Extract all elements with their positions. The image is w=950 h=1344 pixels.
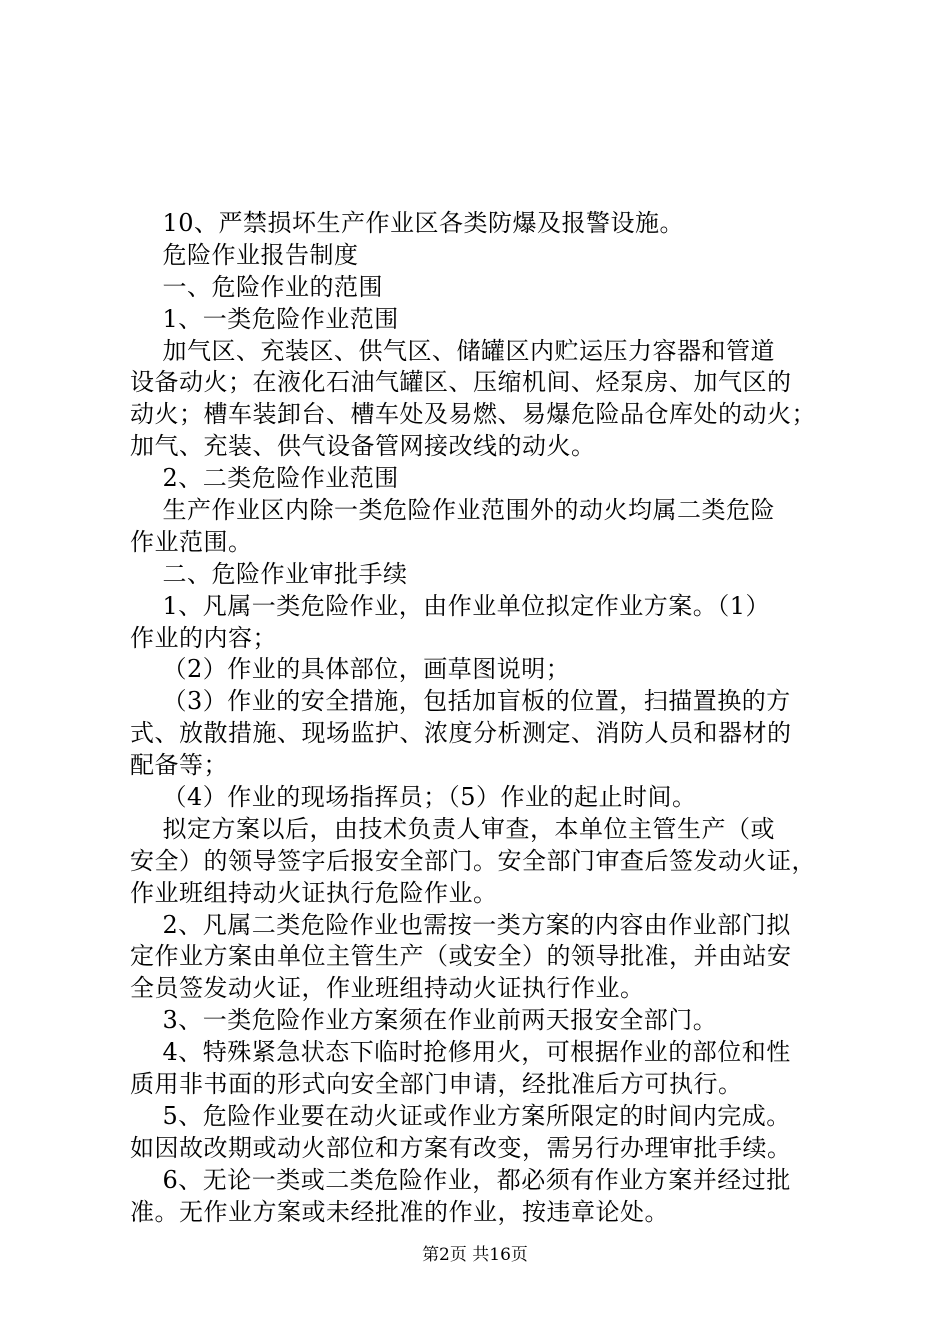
text-line: 动火；槽车装卸台、槽车处及易燃、易爆危险品仓库处的动火； bbox=[130, 400, 816, 429]
text-line: 3、一类危险作业方案须在作业前两天报安全部门。 bbox=[130, 1006, 718, 1035]
text-line: 准。无作业方案或未经批准的作业，按违章论处。 bbox=[130, 1197, 669, 1226]
text-line: 设备动火；在液化石油气罐区、压缩机间、烃泵房、加气区的 bbox=[130, 368, 792, 397]
text-line: 全员签发动火证，作业班组持动火证执行作业。 bbox=[130, 974, 645, 1003]
text-line: （3）作业的安全措施，包括加盲板的位置，扫描置换的方 bbox=[130, 687, 791, 716]
text-line: 2、凡属二类危险作业也需按一类方案的内容由作业部门拟 bbox=[130, 910, 791, 939]
heading: 二、危险作业审批手续 bbox=[130, 559, 408, 588]
subheading: 2、二类危险作业范围 bbox=[130, 464, 399, 493]
text-line: （2）作业的具体部位，画草图说明； bbox=[130, 655, 571, 684]
text-line: 10、严禁损坏生产作业区各类防爆及报警设施。 bbox=[130, 209, 685, 237]
text-line: 拟定方案以后，由技术负责人审查，本单位主管生产（或 bbox=[130, 814, 776, 843]
text-line: 5、危险作业要在动火证或作业方案所限定的时间内完成。 bbox=[130, 1101, 791, 1130]
text-line: 如因故改期或动火部位和方案有改变，需另行办理审批手续。 bbox=[130, 1133, 792, 1162]
text-line: 式、放散措施、现场监护、浓度分析测定、消防人员和器材的 bbox=[130, 719, 792, 748]
text-line: 加气、充装、供气设备管网接改线的动火。 bbox=[130, 432, 596, 461]
text-line: 质用非书面的形式向安全部门申请，经批准后方可执行。 bbox=[130, 1070, 743, 1099]
text-line: 作业班组持动火证执行危险作业。 bbox=[130, 878, 498, 907]
section-title: 危险作业报告制度 bbox=[130, 240, 359, 269]
heading: 一、危险作业的范围 bbox=[130, 272, 384, 301]
text-line: 配备等； bbox=[130, 751, 228, 780]
text-line: 作业的内容； bbox=[130, 623, 277, 652]
text-line: 定作业方案由单位主管生产（或安全）的领导批准，并由站安 bbox=[130, 942, 792, 971]
subheading: 1、一类危险作业范围 bbox=[130, 304, 399, 333]
text-line: 1、凡属一类危险作业，由作业单位拟定作业方案。（1） bbox=[130, 591, 771, 620]
text-line: 生产作业区内除一类危险作业范围外的动火均属二类危险 bbox=[130, 496, 776, 525]
page-number-footer: 第2页 共16页 bbox=[422, 1245, 528, 1265]
text-line: 4、特殊紧急状态下临时抢修用火，可根据作业的部位和性 bbox=[130, 1038, 791, 1067]
text-line: （4）作业的现场指挥员；（5）作业的起止时间。 bbox=[130, 783, 697, 812]
text-line: 加气区、充装区、供气区、储罐区内贮运压力容器和管道 bbox=[130, 336, 776, 365]
text-line: 作业范围。 bbox=[130, 527, 253, 556]
text-line: 6、无论一类或二类危险作业，都必须有作业方案并经过批 bbox=[130, 1165, 791, 1194]
document-body bbox=[130, 208, 830, 1229]
text-line: 安全）的领导签字后报安全部门。安全部门审查后签发动火证， bbox=[130, 846, 816, 875]
